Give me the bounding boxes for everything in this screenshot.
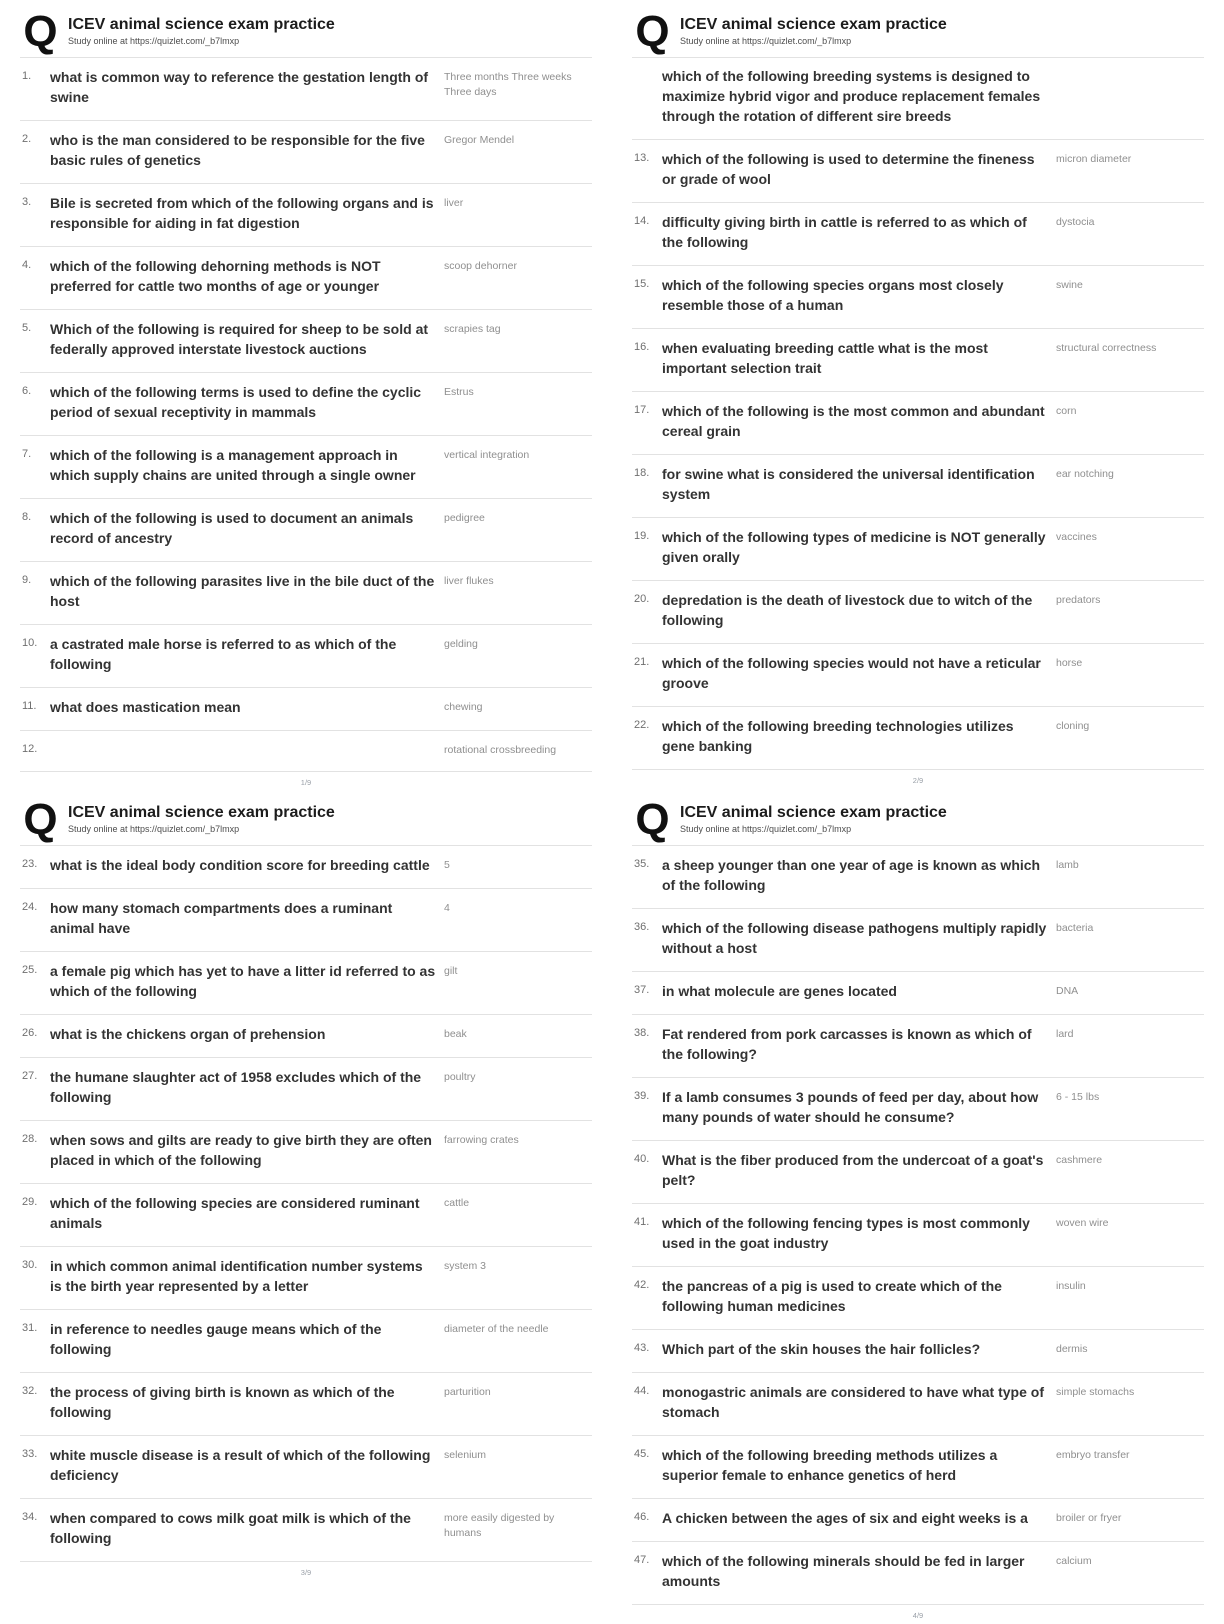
qa-row (632, 455, 1204, 518)
qa-row (632, 1267, 1204, 1330)
answer-text: dermis (1056, 1343, 1088, 1355)
qa-row (20, 247, 592, 310)
page-2 (632, 7, 1204, 785)
answer-text: pedigree (444, 512, 485, 524)
answer-text: bacteria (1056, 922, 1094, 934)
question-number: 38. (634, 1027, 650, 1039)
answer-text: micron diameter (1056, 153, 1132, 165)
question-number: 1. (22, 70, 32, 82)
qa-row (20, 731, 592, 772)
qa-row (20, 1373, 592, 1436)
answer-text: Gregor Mendel (444, 134, 515, 146)
page-3 (20, 795, 592, 1577)
question-number: 27. (22, 1070, 38, 1082)
answer-text: predators (1056, 594, 1101, 606)
question-text: a castrated male horse is referred to as which of the following (50, 636, 397, 672)
question-text: which of the following breeding methods utilizes a superior female to enhance genetics of herd (662, 1447, 998, 1483)
question-number: 5. (22, 322, 32, 334)
answer-text: cloning (1056, 720, 1090, 732)
answer-text: lamb (1056, 859, 1079, 871)
qa-row (20, 562, 592, 625)
qa-row (632, 846, 1204, 909)
question-number: 34. (22, 1511, 38, 1523)
question-number: 2. (22, 133, 32, 145)
page-number: 3/9 (300, 1568, 312, 1577)
qa-row (20, 373, 592, 436)
question-number: 15. (634, 278, 650, 290)
question-text: difficulty giving birth in cattle is referred to as which of the following (662, 214, 1027, 250)
answer-text: gelding (444, 638, 478, 650)
answer-text: calcium (1056, 1555, 1092, 1567)
question-number: 4. (22, 259, 32, 271)
question-number: 17. (634, 404, 650, 416)
answer-text: 6 - 15 lbs (1056, 1091, 1100, 1103)
question-text: when compared to cows milk goat milk is which of the following (50, 1510, 411, 1546)
page-number: 2/9 (912, 776, 924, 785)
answer-text: cashmere (1056, 1154, 1103, 1166)
answer-text: lard (1056, 1028, 1074, 1040)
page-subtitle: Study online at https://quizlet.com/_b7lmxp (680, 824, 852, 834)
continuation-wrap (632, 58, 1204, 140)
qa-row (632, 1436, 1204, 1499)
page-header (20, 7, 592, 58)
question-number: 18. (634, 467, 650, 479)
qa-row (20, 1310, 592, 1373)
question-text: in reference to needles gauge means which of the following (50, 1321, 382, 1357)
question-number: 35. (634, 858, 650, 870)
question-number: 22. (634, 719, 650, 731)
page-4 (632, 795, 1204, 1620)
page-header (632, 7, 1204, 58)
answer-text: vaccines (1056, 531, 1097, 543)
quizlet-logo-icon: Q (635, 7, 669, 56)
answer-text: scoop dehorner (444, 260, 517, 272)
question-text: which of the following breeding technologies utilizes gene banking (662, 718, 1014, 754)
page-number: 1/9 (300, 778, 312, 787)
question-text: the process of giving birth is known as which of the following (50, 1384, 395, 1420)
question-number: 31. (22, 1322, 38, 1334)
page-title: ICEV animal science exam practice (680, 804, 947, 821)
qa-row (632, 518, 1204, 581)
question-number: 8. (22, 511, 32, 523)
question-number: 19. (634, 530, 650, 542)
answer-text: DNA (1056, 985, 1079, 997)
question-number: 30. (22, 1259, 38, 1271)
question-number: 33. (22, 1448, 38, 1460)
qa-row (20, 436, 592, 499)
qa-row (20, 499, 592, 562)
continuation-text: which of the following breeding systems is designed to maximize hybrid vigor and produce replacement females through the rotation of different sire breeds (662, 68, 1041, 124)
question-text: monogastric animals are considered to have what type of stomach (662, 1384, 1044, 1420)
question-text: Which part of the skin houses the hair follicles? (662, 1341, 981, 1357)
question-text: a sheep younger than one year of age is known as which of the following (662, 857, 1041, 893)
answer-text: woven wire (1056, 1217, 1109, 1229)
question-number: 45. (634, 1448, 650, 1460)
qa-row (632, 581, 1204, 644)
answer-text: vertical integration (444, 449, 530, 461)
qa-row (632, 707, 1204, 770)
answer-text: selenium (444, 1449, 487, 1461)
qa-row (20, 1436, 592, 1499)
question-text: what is common way to reference the gestation length of swine (50, 69, 429, 105)
answer-text: system 3 (444, 1260, 487, 1272)
quizlet-logo-icon: Q (635, 795, 669, 844)
question-text: which of the following terms is used to define the cyclic period of sexual receptivity in mammals (50, 384, 422, 420)
answer-text: more easily digested by humans (444, 1512, 555, 1539)
qa-row (632, 392, 1204, 455)
qa-row (20, 1184, 592, 1247)
answer-text: rotational crossbreeding (444, 744, 557, 756)
question-number: 9. (22, 574, 32, 586)
question-text: a female pig which has yet to have a litter id referred to as which of the following (50, 963, 436, 999)
question-text: which of the following parasites live in the bile duct of the host (50, 573, 435, 609)
qa-row (632, 1330, 1204, 1373)
answer-text: parturition (444, 1386, 491, 1398)
qa-row (20, 1499, 592, 1562)
question-text: for swine what is considered the universal identification system (662, 466, 1035, 502)
qa-row (20, 1015, 592, 1058)
page-subtitle: Study online at https://quizlet.com/_b7lmxp (680, 36, 852, 46)
question-text: how many stomach compartments does a ruminant animal have (50, 900, 393, 936)
qa-row (632, 140, 1204, 203)
qa-row (632, 972, 1204, 1015)
question-text: who is the man considered to be responsible for the five basic rules of genetics (50, 132, 425, 168)
question-text: in which common animal identification number systems is the birth year represented by a letter (50, 1258, 423, 1294)
qa-row (632, 1542, 1204, 1605)
qa-row (632, 644, 1204, 707)
question-number: 46. (634, 1511, 650, 1523)
question-number: 36. (634, 921, 650, 933)
question-text: what does mastication mean (50, 699, 241, 715)
question-text: when sows and gilts are ready to give birth they are often placed in which of the following (50, 1132, 432, 1168)
question-text: which of the following species would not have a reticular groove (662, 655, 1041, 691)
question-number: 40. (634, 1153, 650, 1165)
answer-text: diameter of the needle (444, 1323, 549, 1335)
question-number: 44. (634, 1385, 650, 1397)
question-text: what is the ideal body condition score for breeding cattle (50, 857, 430, 873)
qa-row (632, 203, 1204, 266)
question-text: depredation is the death of livestock due to witch of the following (662, 592, 1033, 628)
question-number: 25. (22, 964, 38, 976)
page-1 (20, 7, 592, 787)
question-list (632, 140, 1204, 770)
answer-text: scrapies tag (444, 323, 501, 335)
question-text: which of the following is used to document an animals record of ancestry (50, 510, 414, 546)
question-text: when evaluating breeding cattle what is the most important selection trait (662, 340, 988, 376)
qa-row (20, 1058, 592, 1121)
question-number: 28. (22, 1133, 38, 1145)
page-title: ICEV animal science exam practice (68, 804, 335, 821)
question-number: 14. (634, 215, 650, 227)
qa-row (632, 266, 1204, 329)
question-number: 12. (22, 743, 38, 755)
question-text: what is the chickens organ of prehension (50, 1026, 326, 1042)
header-text (680, 12, 947, 47)
answer-text: 4 (444, 902, 450, 914)
question-number: 10. (22, 637, 38, 649)
question-text: the humane slaughter act of 1958 excludes which of the following (50, 1069, 422, 1105)
answer-text: swine (1056, 279, 1083, 291)
question-text: which of the following is the most common and abundant cereal grain (662, 403, 1045, 439)
question-text: which of the following fencing types is most commonly used in the goat industry (662, 1215, 1030, 1251)
question-number: 3. (22, 196, 32, 208)
qa-row (20, 58, 592, 121)
answer-text: Three months Three weeks Three days (444, 71, 572, 98)
qa-row (20, 625, 592, 688)
qa-row (20, 846, 592, 889)
question-text: which of the following species are considered ruminant animals (50, 1195, 420, 1231)
question-number: 6. (22, 385, 32, 397)
question-number: 37. (634, 984, 650, 996)
answer-text: ear notching (1056, 468, 1114, 480)
answer-text: chewing (444, 701, 483, 713)
question-text: What is the fiber produced from the undercoat of a goat's pelt? (662, 1152, 1044, 1188)
qa-row (632, 329, 1204, 392)
qa-row (20, 310, 592, 373)
answer-text: liver (444, 197, 464, 209)
qa-row (632, 1499, 1204, 1542)
answer-text: farrowing crates (444, 1134, 519, 1146)
question-number: 23. (22, 858, 38, 870)
question-list (20, 58, 592, 772)
question-number: 41. (634, 1216, 650, 1228)
answer-text: structural correctness (1056, 342, 1157, 354)
page-subtitle: Study online at https://quizlet.com/_b7lmxp (68, 824, 240, 834)
question-number: 13. (634, 152, 650, 164)
question-number: 7. (22, 448, 32, 460)
header-text (680, 800, 947, 835)
question-list (632, 846, 1204, 1605)
qa-row (632, 1141, 1204, 1204)
qa-row (632, 1373, 1204, 1436)
header-text (68, 12, 335, 47)
question-list (20, 846, 592, 1562)
answer-text: broiler or fryer (1056, 1512, 1122, 1524)
qa-row (632, 1204, 1204, 1267)
qa-row (20, 184, 592, 247)
answer-text: 5 (444, 859, 450, 871)
answer-text: gilt (444, 965, 458, 977)
page-header (20, 795, 592, 846)
question-number: 39. (634, 1090, 650, 1102)
quizlet-logo-icon: Q (23, 7, 57, 56)
question-number: 26. (22, 1027, 38, 1039)
question-text: A chicken between the ages of six and eight weeks is a (662, 1510, 1028, 1526)
qa-row (632, 1015, 1204, 1078)
answer-text: horse (1056, 657, 1083, 669)
answer-text: embryo transfer (1056, 1449, 1130, 1461)
qa-row (20, 1121, 592, 1184)
question-number: 42. (634, 1279, 650, 1291)
question-number: 11. (22, 700, 37, 712)
question-text: which of the following is used to determine the fineness or grade of wool (662, 151, 1035, 187)
question-text: which of the following species organs most closely resemble those of a human (662, 277, 1004, 313)
answer-text: beak (444, 1028, 467, 1040)
question-text: which of the following types of medicine is NOT generally given orally (662, 529, 1046, 565)
question-text: which of the following is a management approach in which supply chains are united through a single owner (50, 447, 416, 483)
question-text: If a lamb consumes 3 pounds of feed per day, about how many pounds of water should he consume? (662, 1089, 1039, 1125)
qa-row (20, 688, 592, 731)
quizlet-logo-icon: Q (23, 795, 57, 844)
question-number: 29. (22, 1196, 38, 1208)
page-title: ICEV animal science exam practice (68, 16, 335, 33)
qa-row (20, 1247, 592, 1310)
qa-row (20, 889, 592, 952)
question-number: 16. (634, 341, 650, 353)
question-text: white muscle disease is a result of which of the following deficiency (50, 1447, 431, 1483)
question-text: which of the following disease pathogens multiply rapidly without a host (662, 920, 1047, 956)
question-text: in what molecule are genes located (662, 983, 897, 999)
question-number: 47. (634, 1554, 650, 1566)
question-number: 21. (634, 656, 650, 668)
answer-text: cattle (444, 1197, 470, 1209)
page-number: 4/9 (912, 1611, 924, 1620)
answer-text: insulin (1056, 1280, 1086, 1292)
question-text: Fat rendered from pork carcasses is known as which of the following? (662, 1026, 1032, 1062)
header-text (68, 800, 335, 835)
answer-text: Estrus (444, 386, 474, 398)
page-subtitle: Study online at https://quizlet.com/_b7lmxp (68, 36, 240, 46)
answer-text: corn (1056, 405, 1077, 417)
answer-text: simple stomachs (1056, 1386, 1135, 1398)
qa-row (632, 1078, 1204, 1141)
answer-text: poultry (444, 1071, 476, 1083)
question-number: 24. (22, 901, 38, 913)
question-number: 20. (634, 593, 650, 605)
question-text: the pancreas of a pig is used to create which of the following human medicines (662, 1278, 1002, 1314)
question-text: Bile is secreted from which of the following organs and is responsible for aiding in fat digestion (50, 195, 434, 231)
qa-row (20, 121, 592, 184)
answer-text: dystocia (1056, 216, 1095, 228)
qa-row (20, 952, 592, 1015)
page-title: ICEV animal science exam practice (680, 16, 947, 33)
question-number: 43. (634, 1342, 650, 1354)
question-text: Which of the following is required for sheep to be sold at federally approved interstate livestock auctions (50, 321, 429, 357)
question-text: which of the following dehorning methods is NOT preferred for cattle two months of age or younger (50, 258, 381, 294)
question-number: 32. (22, 1385, 38, 1397)
qa-row (632, 909, 1204, 972)
page-header (632, 795, 1204, 846)
answer-text: liver flukes (444, 575, 494, 587)
question-text: which of the following minerals should be fed in larger amounts (662, 1553, 1025, 1589)
